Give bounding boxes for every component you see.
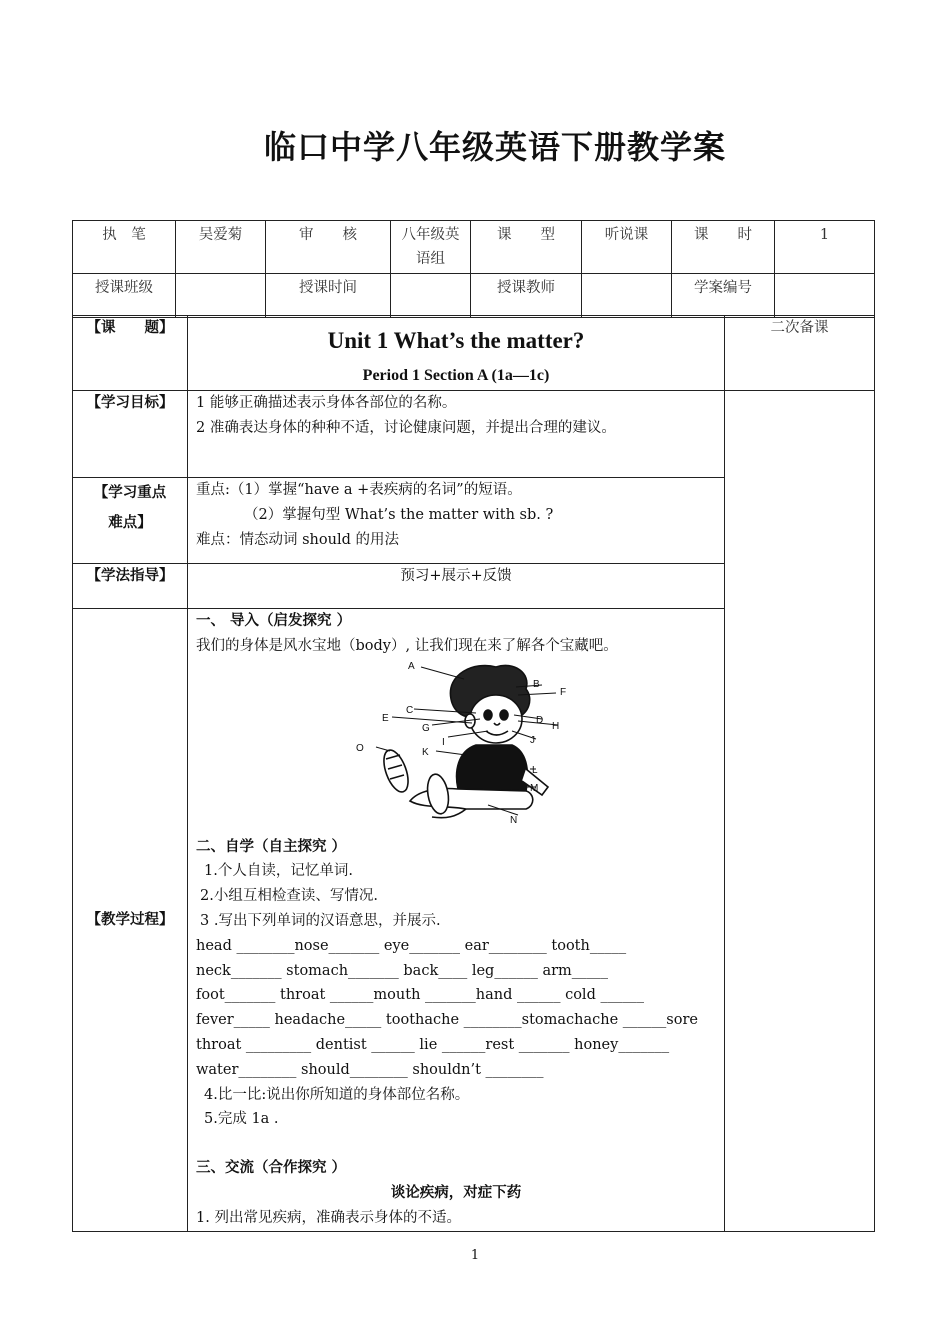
unit-title: Unit 1 What’s the matter? [327,328,585,353]
info-row-2 [73,274,875,318]
info-cell: 授课班级 [73,274,176,318]
figure-letter: H [552,720,560,732]
figure-letter: G [422,722,430,734]
section-heading: 一、 导入（启发探究 ） [196,612,352,629]
topic-content [188,316,725,391]
keypoints-label-line: 难点】 [108,515,152,531]
body-parts-figure [196,659,716,831]
figure-letter: M [530,782,539,794]
side-note: 二次备课 [725,316,875,391]
shirt-shape [457,745,528,791]
info-cell: 吴爱菊 [176,221,266,274]
info-cell: 课 型 [471,221,582,274]
info-cell [775,274,875,318]
info-cell [391,274,471,318]
figure-letter: J [530,734,535,746]
goals-label: 【学习目标】 [73,391,188,478]
intro-text: 我们的身体是风水宝地（body）, 让我们现在来了解各个宝藏吧。 [196,637,618,654]
method-content: 预习+展示+反馈 [188,564,725,609]
keypoints-label-line: 【学习重点 [93,485,167,501]
info-cell [176,274,266,318]
goal-line: 1 能够正确描述表示身体各部位的名称。 [196,395,457,411]
topic-label: 【课 题】 [73,316,188,391]
info-cell: 1 [775,221,875,274]
info-cell: 执 笔 [73,221,176,274]
shoe-shape [379,747,413,795]
figure-letter: F [560,686,567,698]
figure-letter: O [356,742,364,754]
document-title: 临口中学八年级英语下册教学案 [263,128,726,166]
info-cell: 审 核 [266,221,391,274]
method-label: 【学法指导】 [73,564,188,609]
vocab-line: water________ should________ shouldn’t ________ [196,1061,544,1078]
info-table [72,220,875,318]
step-line: 1.个人自读，记忆单词. [204,863,353,880]
notes-column [725,391,875,1232]
figure-letter: L [532,764,538,776]
topic-row [73,316,875,391]
vocab-line: throat _________ dentist ______ lie ______rest _______ honey_______ [196,1036,670,1053]
process-label: 【教学过程】 [73,609,188,1232]
section-heading: 三、交流（合作探究 ） [196,1159,347,1177]
keypoint-line: （2）掌握句型 What’s the matter with sb. ? [244,506,554,523]
step-line: 3 .写出下列单词的汉语意思，并展示. [200,912,441,929]
figure-letter: D [536,714,544,726]
process-content [188,609,725,1232]
vocab-line: foot_______ throat ______mouth _______hand ______ cold ______ [196,987,644,1004]
keypoints-content [188,478,725,564]
sub-heading: 谈论疾病，对症下药 [390,1183,522,1201]
keypoint-line: 难点：情态动词 should 的用法 [196,531,399,548]
keypoint-line: 重点:（1）掌握“have a +表疾病的名词”的短语。 [196,482,522,498]
lesson-table [72,315,875,1232]
goals-row [73,391,875,478]
info-cell: 授课教师 [471,274,582,318]
figure-letter: E [382,712,389,724]
info-cell: 课 时 [672,221,775,274]
goal-line: 2 准确表达身体的种种不适，讨论健康问题，并提出合理的建议。 [196,419,616,436]
vocab-line: head ________nose_______ eye_______ ear________ tooth_____ [196,937,627,954]
info-cell: 八年级英语组 [391,221,471,274]
figure-letter: I [442,736,445,748]
figure-letter: A [408,660,415,672]
figure-letter: K [422,746,429,758]
step-line: 2.小组互相检查读、写情况. [200,888,378,905]
figure-letter: N [510,814,518,826]
step-line: 1. 列出常见疾病，准确表示身体的不适。 [196,1209,461,1226]
info-cell [582,274,672,318]
info-row-1 [73,221,875,274]
figure-letter: B [533,678,540,690]
period-title: Period 1 Section A (1a—1c) [362,367,550,384]
vocab-line: fever_____ headache_____ toothache ________stomachache ______sore [196,1012,698,1029]
info-cell: 授课时间 [266,274,391,318]
info-cell: 学案编号 [672,274,775,318]
page-number: 1 [470,1248,480,1263]
info-cell: 听说课 [582,221,672,274]
keypoints-label [73,478,188,564]
step-line: 5.完成 1a . [204,1111,279,1128]
vocab-line: neck_______ stomach_______ back____ leg______ arm_____ [196,962,609,979]
step-line: 4.比一比:说出你所知道的身体部位名称。 [204,1086,470,1103]
figure-letter: C [406,704,414,716]
goals-content [188,391,725,478]
section-heading: 二、自学（自主探究 ） [196,837,347,855]
